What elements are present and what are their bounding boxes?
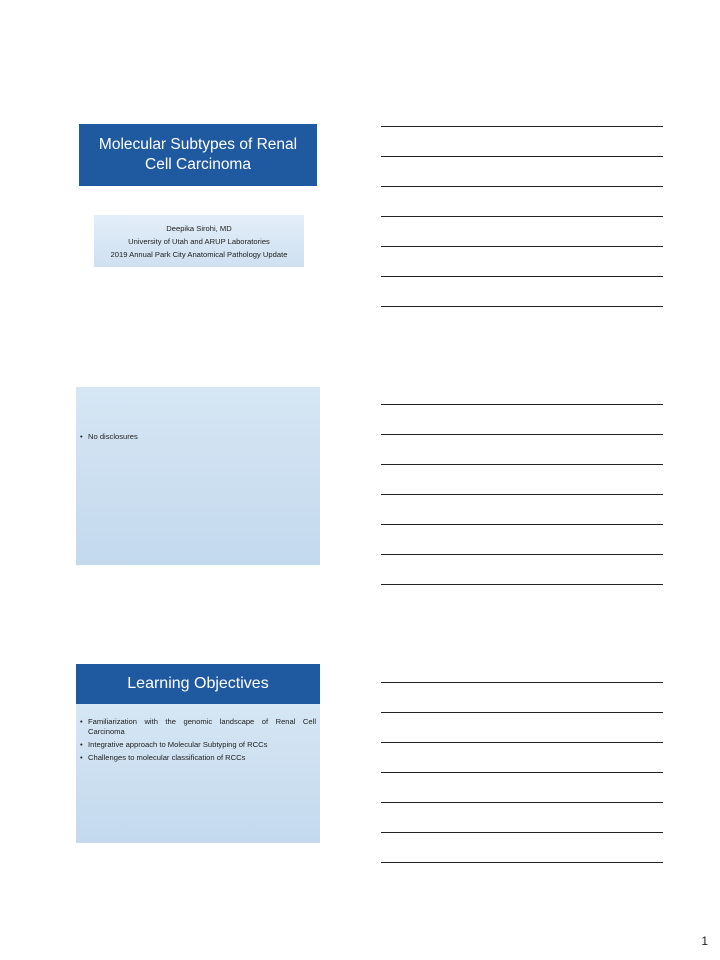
bullet-item: • No disclosures	[78, 432, 314, 442]
note-line	[381, 276, 663, 277]
note-line	[381, 712, 663, 713]
event-name: 2019 Annual Park City Anatomical Pathology Update	[110, 249, 288, 259]
note-line	[381, 832, 663, 833]
bullet-item: • Familiarization with the genomic landscape of Renal Cell Carcinoma	[78, 717, 316, 737]
bullet-item: • Challenges to molecular classification of RCCs	[78, 753, 316, 763]
slide-2-bullets	[78, 432, 314, 445]
note-line	[381, 306, 663, 307]
note-line	[381, 554, 663, 555]
presenter-name: Deepika Sirohi, MD	[166, 223, 232, 233]
slide-1-title: Molecular Subtypes of Renal Cell Carcinoma	[79, 124, 317, 186]
note-line	[381, 404, 663, 405]
note-line	[381, 464, 663, 465]
note-line	[381, 216, 663, 217]
note-line	[381, 772, 663, 773]
slide-3-title: Learning Objectives	[76, 664, 320, 704]
note-line	[381, 802, 663, 803]
presenter-affiliation: University of Utah and ARUP Laboratories	[128, 236, 270, 246]
slide-2-content	[76, 387, 320, 565]
note-line	[381, 862, 663, 863]
note-line	[381, 682, 663, 683]
note-line	[381, 186, 663, 187]
note-line	[381, 126, 663, 127]
note-line	[381, 524, 663, 525]
slide-1-subtitle	[94, 215, 304, 267]
note-line	[381, 584, 663, 585]
note-line	[381, 156, 663, 157]
page-number: 1	[701, 934, 708, 948]
bullet-item: • Integrative approach to Molecular Subtyping of RCCs	[78, 740, 316, 750]
note-line	[381, 742, 663, 743]
note-line	[381, 434, 663, 435]
note-line	[381, 246, 663, 247]
note-line	[381, 494, 663, 495]
slide-3-bullets	[78, 717, 316, 766]
